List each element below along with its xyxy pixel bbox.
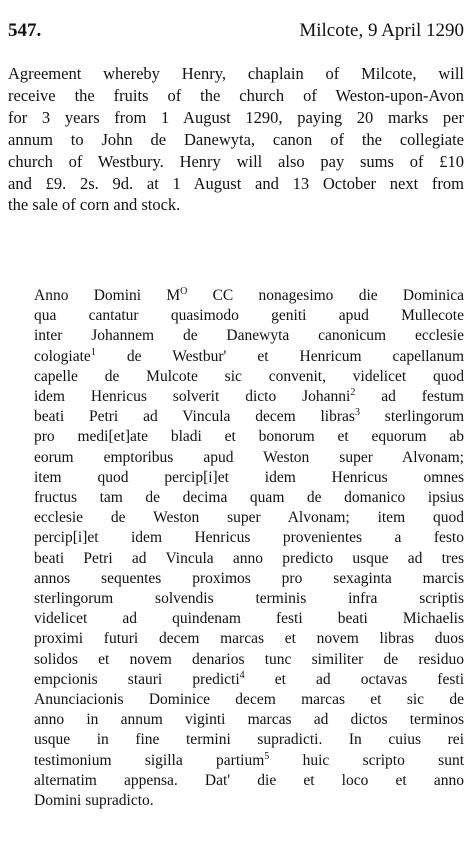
latin-line	[34, 286, 464, 306]
latin-line-text: fructus tam de decima quam de domanico ipsius	[34, 489, 464, 507]
latin-line-text: eorum emptoribus apud Weston super Alvonam;	[34, 448, 464, 466]
latin-line	[34, 771, 464, 791]
latin-line-text: idem Henricus solverit dicto Johanni	[34, 388, 351, 406]
latin-line-text: ad festum	[355, 388, 464, 406]
latin-line	[34, 791, 464, 811]
latin-line	[34, 326, 464, 346]
latin-line-text: capelle de Mulcote sic convenit, videlicet quod	[34, 367, 464, 385]
footnote-marker: 3	[354, 407, 360, 419]
latin-line-text: Domini supradicto.	[34, 792, 154, 810]
latin-line-text: qua cantatur quasimodo geniti apud Mullecote	[34, 307, 464, 325]
summary-line: receive the fruits of the church of Weston-upon-Avon	[8, 85, 464, 105]
latin-line-text: annos sequentes proximos pro sexaginta marcis	[34, 569, 464, 587]
latin-line-text: Anno Domini M	[34, 287, 181, 304]
latin-line	[34, 508, 464, 528]
latin-line-text: anno in annum viginti marcas ad dictos terminos	[34, 711, 464, 729]
latin-line-text: percip[i]et idem Henricus provenientes a festo	[34, 529, 464, 547]
latin-line	[34, 710, 464, 730]
latin-line	[34, 589, 464, 609]
latin-line-text: ecclesie de Weston super Alvonam; item quod	[34, 509, 464, 527]
place-date: Milcote, 9 April 1290	[299, 20, 464, 41]
latin-line	[34, 367, 464, 387]
latin-line-text: videlicet ad quindenam festi beati Michaelis	[34, 610, 464, 628]
latin-line	[34, 448, 464, 468]
latin-line-text: huic scripto sunt	[269, 751, 464, 769]
summary-line: the sale of corn and stock.	[8, 195, 181, 215]
footnote-marker: O	[180, 286, 188, 297]
latin-line	[34, 387, 464, 407]
latin-line-text: alternatim appensa. Dat' die et loco et anno	[34, 771, 464, 789]
latin-line	[34, 488, 464, 508]
latin-line	[34, 407, 464, 427]
latin-line	[34, 347, 464, 367]
latin-line-text: CC nonagesimo die Dominica	[187, 287, 465, 304]
latin-line-text: inter Johannem de Danewyta canonicum ecclesie	[34, 327, 464, 345]
latin-line	[34, 528, 464, 548]
summary-line: church of Westbury. Henry will also pay sums of £10	[8, 151, 464, 171]
latin-line	[34, 549, 464, 569]
latin-line	[34, 427, 464, 447]
latin-line	[34, 609, 464, 629]
footnote-marker: 4	[239, 669, 245, 681]
latin-line	[34, 670, 464, 690]
latin-line	[34, 468, 464, 488]
latin-line-text: cologiate	[34, 347, 91, 365]
document-number: 547.	[8, 20, 42, 41]
latin-line-text: pro medi[et]ate bladi et bonorum et equorum ab	[34, 428, 464, 446]
latin-line	[34, 629, 464, 649]
latin-line	[34, 730, 464, 750]
latin-line-text: de Westbur' et Henricum capellanum	[95, 347, 464, 365]
latin-line-text: solidos et novem denarios tunc similiter de residuo	[34, 650, 464, 668]
summary-line: and £9. 2s. 9d. at 1 August and 13 October next from	[8, 173, 464, 193]
latin-text	[34, 286, 464, 811]
latin-line-text: beati Petri ad Vincula decem libras	[34, 408, 355, 426]
document-header	[8, 16, 464, 46]
latin-line-text: Anunciacionis Dominice decem marcas et sic de	[34, 691, 464, 709]
summary-line: annum to John de Danewyta, canon of the collegiate	[8, 129, 464, 149]
latin-line-text: et ad octavas festi	[244, 670, 464, 688]
latin-line-text: item quod percip[i]et idem Henricus omnes	[34, 468, 464, 486]
summary-line: Agreement whereby Henry, chaplain of Milcote, will	[8, 64, 464, 83]
latin-line-text: proximi futuri decem marcas et novem libras duos	[34, 630, 464, 648]
english-summary	[8, 63, 464, 216]
latin-line-text: sterlingorum	[359, 408, 464, 426]
footnote-marker: 2	[350, 387, 356, 399]
footnote-marker: 1	[90, 346, 96, 358]
footnote-marker: 5	[264, 750, 270, 762]
latin-line	[34, 569, 464, 589]
latin-line	[34, 690, 464, 710]
summary-line: for 3 years from 1 August 1290, paying 20 marks per	[8, 107, 464, 127]
latin-line	[34, 751, 464, 771]
latin-line-text: beati Petri ad Vincula anno predicto usque ad tres	[34, 549, 464, 567]
latin-line	[34, 306, 464, 326]
latin-line	[34, 650, 464, 670]
latin-line-text: sterlingorum solvendis terminis infra scriptis	[34, 590, 464, 608]
latin-line-text: usque in fine termini supradicti. In cuius rei	[34, 731, 464, 749]
latin-line-text: empcionis stauri predicti	[34, 670, 240, 688]
latin-line-text: testimonium sigilla partium	[34, 751, 265, 769]
